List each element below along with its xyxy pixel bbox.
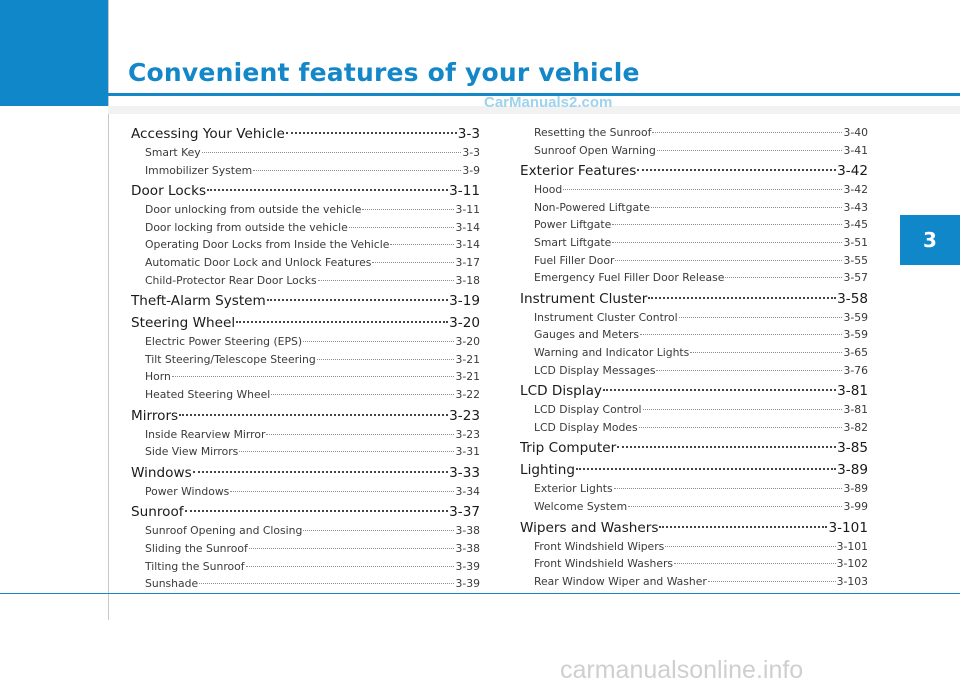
toc-section-entry[interactable] xyxy=(131,502,480,522)
toc-subsection-entry[interactable] xyxy=(520,199,868,217)
toc-entry-label: LCD Display Control xyxy=(534,403,642,417)
toc-subsection-entry[interactable] xyxy=(131,333,480,351)
toc-entry-label: Lighting xyxy=(520,462,575,479)
toc-page-number: 3-65 xyxy=(843,345,868,359)
toc-page-number: 3-21 xyxy=(455,370,480,384)
toc-subsection-entry[interactable] xyxy=(131,144,480,162)
toc-page-number: 3-33 xyxy=(449,464,480,481)
toc-page-number: 3-39 xyxy=(455,577,480,591)
toc-section-entry[interactable] xyxy=(131,463,480,483)
chapter-tab[interactable]: 3 xyxy=(900,215,960,265)
toc-subsection-entry[interactable] xyxy=(520,234,868,252)
dot-leader xyxy=(603,389,836,391)
dot-leader xyxy=(637,169,836,171)
toc-page-number: 3-42 xyxy=(837,163,868,180)
toc-page-number: 3-38 xyxy=(455,541,480,555)
toc-subsection-entry[interactable] xyxy=(131,426,480,444)
toc-page-number: 3-55 xyxy=(843,253,868,267)
dot-leader xyxy=(617,446,836,448)
toc-entry-label: Smart Key xyxy=(145,146,201,159)
dot-leader xyxy=(271,394,454,395)
watermark-carmanualsonline: carmanualsonline.info xyxy=(560,656,804,684)
toc-page-number: 3-101 xyxy=(836,539,868,553)
toc-page-number: 3-51 xyxy=(843,235,868,249)
toc-section-entry[interactable] xyxy=(131,406,480,426)
dot-leader xyxy=(643,409,843,410)
dot-leader xyxy=(349,227,455,228)
toc-page-number: 3-82 xyxy=(843,420,868,434)
toc-entry-label: Emergency Fuel Filler Door Release xyxy=(534,271,725,285)
toc-section-entry[interactable] xyxy=(520,161,868,181)
toc-entry-label: Tilting the Sunroof xyxy=(145,559,245,573)
toc-page-number: 3-31 xyxy=(455,445,480,459)
dot-leader xyxy=(639,427,843,428)
toc-subsection-entry[interactable] xyxy=(520,124,868,142)
toc-entry-label: Child-Protector Rear Door Locks xyxy=(145,273,317,287)
toc-entry-label: Wipers and Washers xyxy=(520,519,659,536)
toc-subsection-entry[interactable] xyxy=(520,362,868,380)
toc-page-number: 3-22 xyxy=(455,387,480,401)
toc-entry-label: Steering Wheel xyxy=(131,315,236,332)
toc-subsection-entry[interactable] xyxy=(520,181,868,199)
dot-leader xyxy=(651,207,843,208)
toc-section-entry[interactable] xyxy=(520,289,868,309)
toc-page-number: 3-102 xyxy=(836,557,868,571)
dot-leader xyxy=(253,170,461,171)
toc-entry-label: Door Locks xyxy=(131,183,207,200)
toc-subsection-entry[interactable] xyxy=(520,142,868,160)
toc-page-number: 3-81 xyxy=(837,383,868,400)
dot-leader xyxy=(303,341,454,342)
toc-page-number: 3-89 xyxy=(837,462,868,479)
toc-subsection-entry[interactable] xyxy=(520,216,868,234)
toc-entry-label: Door unlocking from outside the vehicle xyxy=(145,203,362,217)
toc-section-entry[interactable] xyxy=(131,291,480,311)
toc-subsection-entry[interactable] xyxy=(131,575,480,593)
toc-page-number: 3-41 xyxy=(843,143,868,157)
dot-leader xyxy=(614,488,843,489)
toc-entry-label: Exterior Lights xyxy=(534,482,613,496)
toc-section-entry[interactable] xyxy=(131,181,480,201)
toc-page-number: 3-39 xyxy=(455,559,480,573)
toc-subsection-entry[interactable] xyxy=(131,201,480,219)
toc-page-number: 3-23 xyxy=(455,427,480,441)
toc-subsection-entry[interactable] xyxy=(520,269,868,287)
toc-entry-label: Windows xyxy=(131,464,192,481)
dot-leader xyxy=(239,451,454,452)
toc-entry-label: Warning and Indicator Lights xyxy=(534,345,690,359)
toc-subsection-entry[interactable] xyxy=(131,540,480,558)
toc-subsection-entry[interactable] xyxy=(520,419,868,437)
dot-leader xyxy=(665,546,835,547)
toc-page-number: 3-81 xyxy=(843,403,868,417)
dot-leader xyxy=(656,370,842,371)
toc-section-entry[interactable] xyxy=(520,460,868,480)
toc-page-number: 3-42 xyxy=(843,183,868,197)
dot-leader xyxy=(708,581,836,582)
toc-entry-label: Sunshade xyxy=(145,577,199,591)
toc-page-number: 3-17 xyxy=(455,255,480,269)
toc-page-number: 3-103 xyxy=(836,574,868,588)
dot-leader xyxy=(674,563,836,564)
dot-leader xyxy=(615,260,842,261)
toc-page-number: 3-89 xyxy=(843,482,868,496)
dot-leader xyxy=(390,244,454,245)
toc-subsection-entry[interactable] xyxy=(131,386,480,404)
toc-page-number: 3-21 xyxy=(455,352,480,366)
toc-page-number: 3-3 xyxy=(457,126,480,142)
toc-subsection-entry[interactable] xyxy=(131,558,480,576)
toc-page-number: 3-3 xyxy=(462,146,480,159)
toc-entry-label: Mirrors xyxy=(131,407,179,424)
toc-subsection-entry[interactable] xyxy=(131,483,480,501)
toc-page-number: 3-43 xyxy=(843,200,868,214)
toc-page-number: 3-19 xyxy=(449,293,480,310)
toc-entry-label: Horn xyxy=(145,370,171,384)
toc-section-entry[interactable] xyxy=(520,438,868,458)
toc-page-number: 3-9 xyxy=(462,163,480,177)
dot-leader xyxy=(317,359,455,360)
toc-page-number: 3-59 xyxy=(843,310,868,324)
toc-page-number: 3-45 xyxy=(843,218,868,232)
toc-subsection-entry[interactable] xyxy=(520,309,868,327)
dot-leader xyxy=(679,317,843,318)
toc-subsection-entry[interactable] xyxy=(520,555,868,573)
toc-subsection-entry[interactable] xyxy=(520,538,868,556)
toc-entry-label: Welcome System xyxy=(534,499,628,513)
toc-page-number: 3-34 xyxy=(455,484,480,498)
dot-leader xyxy=(690,352,842,353)
dot-leader xyxy=(563,189,842,190)
dot-leader xyxy=(576,468,836,470)
dot-leader xyxy=(648,297,836,299)
toc-subsection-entry[interactable] xyxy=(131,443,480,461)
toc-page-number: 3-11 xyxy=(449,183,480,200)
toc-entry-label: Hood xyxy=(534,183,563,197)
toc-subsection-entry[interactable] xyxy=(131,522,480,540)
toc-entry-label: Non-Powered Liftgate xyxy=(534,200,650,214)
dot-leader xyxy=(372,262,454,263)
toc-page-number: 3-38 xyxy=(455,524,480,538)
toc-page-number: 3-18 xyxy=(455,273,480,287)
toc-page-number: 3-59 xyxy=(843,328,868,342)
toc-subsection-entry[interactable] xyxy=(520,573,868,591)
toc-subsection-entry[interactable] xyxy=(520,252,868,270)
toc-entry-label: Theft-Alarm System xyxy=(131,293,266,310)
toc-page-number: 3-85 xyxy=(837,440,868,457)
toc-page-number: 3-14 xyxy=(455,238,480,252)
watermark-carmanuals2: CarManuals2.com xyxy=(484,94,613,111)
toc-page-number: 3-20 xyxy=(455,335,480,349)
toc-entry-label: Door locking from outside the vehicle xyxy=(145,220,348,234)
toc-subsection-entry[interactable] xyxy=(520,344,868,362)
dot-leader xyxy=(640,334,842,335)
toc-subsection-entry[interactable] xyxy=(131,351,480,369)
toc-page-number: 3-20 xyxy=(449,315,480,332)
dot-leader xyxy=(199,583,454,584)
toc-entry-label: Rear Window Wiper and Washer xyxy=(534,574,707,588)
dot-leader xyxy=(202,152,462,153)
toc-entry-label: Sunroof Opening and Closing xyxy=(145,524,303,538)
toc-subsection-entry[interactable] xyxy=(131,236,480,254)
toc-entry-label: Instrument Cluster xyxy=(520,290,648,307)
dot-leader xyxy=(246,566,455,567)
header-bar xyxy=(108,0,960,106)
dot-leader xyxy=(362,209,454,210)
footer-rule xyxy=(0,593,960,594)
toc-subsection-entry[interactable] xyxy=(520,480,868,498)
toc-column-right xyxy=(520,124,868,590)
dot-leader xyxy=(266,434,454,435)
page-title: Convenient features of your vehicle xyxy=(128,58,640,87)
toc-entry-label: Electric Power Steering (EPS) xyxy=(145,335,303,349)
toc-entry-label: Trip Computer xyxy=(520,440,617,457)
toc-section-entry[interactable] xyxy=(131,124,480,144)
dot-leader xyxy=(179,414,448,416)
dot-leader xyxy=(659,526,827,528)
toc-entry-label: Inside Rearview Mirror xyxy=(145,427,266,441)
toc-entry-label: Accessing Your Vehicle xyxy=(131,126,285,142)
dot-leader xyxy=(249,548,455,549)
toc-section-entry[interactable] xyxy=(520,381,868,401)
dot-leader xyxy=(652,132,842,133)
toc-entry-label: Power Windows xyxy=(145,484,230,498)
toc-entry-label: Operating Door Locks from Inside the Vehicle xyxy=(145,238,390,252)
toc-entry-label: Instrument Cluster Control xyxy=(534,310,678,324)
toc-subsection-entry[interactable] xyxy=(131,254,480,272)
toc-entry-label: Power Liftgate xyxy=(534,218,612,232)
toc-entry-label: Heated Steering Wheel xyxy=(145,387,271,401)
toc-entry-label: Sliding the Sunroof xyxy=(145,541,248,555)
dot-leader xyxy=(628,506,842,507)
toc-page-number: 3-23 xyxy=(449,407,480,424)
dot-leader xyxy=(230,491,454,492)
toc-column-left xyxy=(131,124,480,593)
toc-subsection-entry[interactable] xyxy=(131,219,480,237)
toc-page-number: 3-58 xyxy=(837,290,868,307)
toc-entry-label: Resetting the Sunroof xyxy=(534,126,652,139)
dot-leader xyxy=(193,471,448,473)
dot-leader xyxy=(185,510,449,512)
dot-leader xyxy=(172,376,455,377)
dot-leader xyxy=(318,280,455,281)
toc-section-entry[interactable] xyxy=(131,313,480,333)
toc-entry-label: Gauges and Meters xyxy=(534,328,640,342)
dot-leader xyxy=(207,189,448,191)
toc-entry-label: Side View Mirrors xyxy=(145,445,239,459)
toc-page-number: 3-37 xyxy=(449,504,480,521)
toc-page-number: 3-99 xyxy=(843,499,868,513)
dot-leader xyxy=(303,530,454,531)
toc-page-number: 3-14 xyxy=(455,220,480,234)
toc-page-number: 3-11 xyxy=(455,203,480,217)
toc-subsection-entry[interactable] xyxy=(131,162,480,180)
toc-entry-label: Tilt Steering/Telescope Steering xyxy=(145,352,316,366)
toc-entry-label: Smart Liftgate xyxy=(534,235,612,249)
dot-leader xyxy=(267,299,448,301)
toc-entry-label: Automatic Door Lock and Unlock Features xyxy=(145,255,372,269)
dot-leader xyxy=(286,132,457,134)
dot-leader xyxy=(612,224,842,225)
dot-leader xyxy=(236,321,448,323)
dot-leader xyxy=(612,242,842,243)
toc-entry-label: Sunroof Open Warning xyxy=(534,143,656,157)
toc-page-number: 3-76 xyxy=(843,363,868,377)
toc-subsection-entry[interactable] xyxy=(131,272,480,290)
toc-entry-label: Front Windshield Washers xyxy=(534,557,674,571)
toc-entry-label: LCD Display xyxy=(520,383,602,400)
toc-entry-label: Immobilizer System xyxy=(145,163,253,177)
toc-entry-label: LCD Display Modes xyxy=(534,420,638,434)
toc-page-number: 3-40 xyxy=(843,126,868,139)
toc-entry-label: Front Windshield Wipers xyxy=(534,539,665,553)
toc-page-number: 3-101 xyxy=(828,519,868,536)
toc-entry-label: Exterior Features xyxy=(520,163,637,180)
toc-entry-label: Sunroof xyxy=(131,504,184,521)
toc-page-number: 3-57 xyxy=(843,271,868,285)
corner-color-block xyxy=(0,0,108,106)
toc-entry-label: Fuel Filler Door xyxy=(534,253,615,267)
toc-section-entry[interactable] xyxy=(520,518,868,538)
dot-leader xyxy=(725,277,842,278)
toc-subsection-entry[interactable] xyxy=(520,326,868,344)
toc-entry-label: LCD Display Messages xyxy=(534,363,656,377)
toc-subsection-entry[interactable] xyxy=(520,498,868,516)
toc-subsection-entry[interactable] xyxy=(520,401,868,419)
dot-leader xyxy=(657,150,843,151)
toc-subsection-entry[interactable] xyxy=(131,368,480,386)
